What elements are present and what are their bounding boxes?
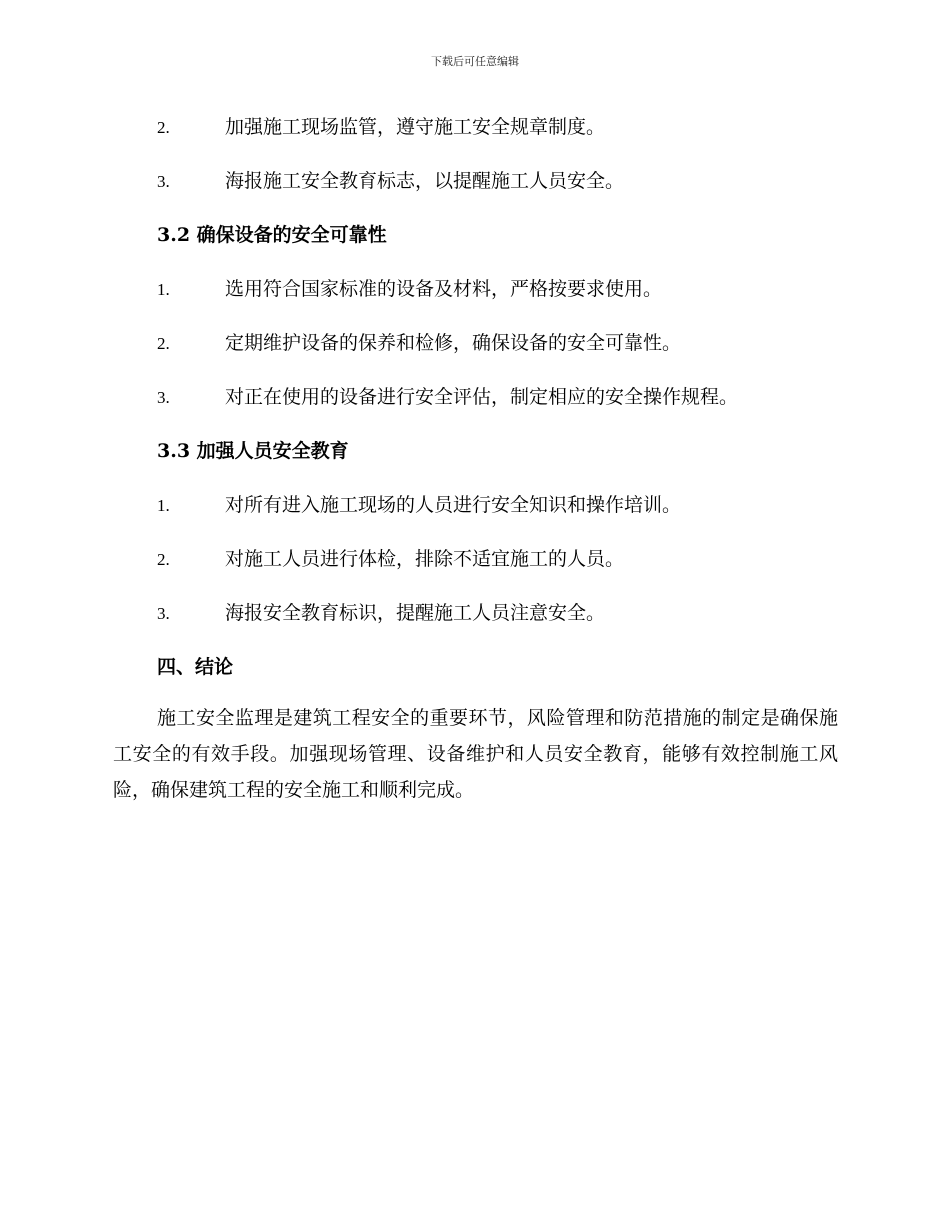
list-item-number: 2. (157, 334, 170, 353)
list-item-text: 选用符合国家标准的设备及材料，严格按要求使用。 (225, 278, 663, 300)
list-item-number: 2. (157, 118, 170, 137)
list-item-text: 对正在使用的设备进行安全评估，制定相应的安全操作规程。 (225, 386, 739, 408)
list-item-text: 加强施工现场监管，遵守施工安全规章制度。 (225, 116, 606, 138)
list-item-number: 2. (157, 550, 170, 569)
page-header: 下载后可任意编辑 (431, 55, 519, 68)
section-heading-3-2: 3.2 确保设备的安全可靠性 (157, 224, 387, 246)
list-item-text: 对施工人员进行体检，排除不适宜施工的人员。 (225, 548, 625, 570)
list-item-number: 1. (157, 496, 170, 515)
list-item-text: 对所有进入施工现场的人员进行安全知识和操作培训。 (225, 494, 682, 516)
section-heading-4: 四、结论 (157, 656, 234, 678)
list-item-number: 3. (157, 172, 170, 191)
list-item-text: 海报施工安全教育标志，以提醒施工人员安全。 (225, 170, 625, 192)
list-item-number: 3. (157, 388, 170, 407)
conclusion-paragraph: 施工安全监理是建筑工程安全的重要环节，风险管理和防范措施的制定是确保施工安全的有效手段。加强现场管理、设备维护和人员安全教育，能够有效控制施工风险，确保建筑工程的安全施工和顺利完成。 (113, 707, 838, 801)
list-item-number: 3. (157, 604, 170, 623)
list-item-text: 海报安全教育标识，提醒施工人员注意安全。 (225, 602, 606, 624)
list-item-text: 定期维护设备的保养和检修，确保设备的安全可靠性。 (225, 332, 682, 354)
section-heading-3-3: 3.3 加强人员安全教育 (157, 440, 349, 462)
list-item-number: 1. (157, 280, 170, 299)
